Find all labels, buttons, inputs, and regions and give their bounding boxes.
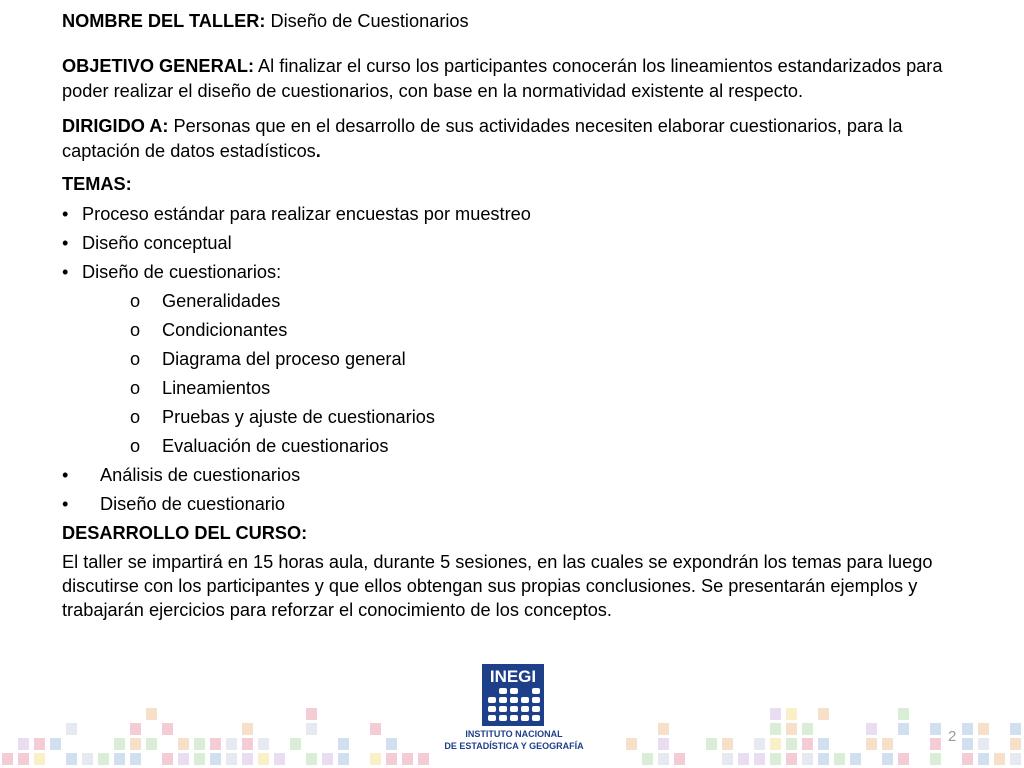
deco-tile: [418, 753, 429, 765]
deco-tile: [962, 738, 973, 750]
list-item: [62, 200, 972, 229]
deco-tile: [2, 753, 13, 765]
list-item: [62, 316, 972, 345]
deco-tile: [34, 753, 45, 765]
topic-text: Diseño de cuestionarios:: [82, 262, 282, 282]
deco-tile: [386, 738, 397, 750]
deco-tile: [658, 723, 669, 735]
deco-tile: [818, 738, 829, 750]
deco-tile: [786, 738, 797, 750]
logo-dot: [521, 715, 529, 721]
deco-tile: [242, 723, 253, 735]
bullet-marker: •: [62, 204, 69, 224]
audience-end: .: [315, 141, 321, 161]
logo-dot: [532, 697, 540, 703]
deco-tile: [306, 708, 317, 720]
deco-tile: [770, 753, 781, 765]
deco-tile: [274, 753, 285, 765]
sub-bullet-marker: o: [130, 320, 141, 340]
deco-tile: [226, 753, 237, 765]
deco-tile: [162, 753, 173, 765]
logo-dot: [521, 697, 529, 703]
logo-dot: [488, 706, 496, 712]
deco-tile: [306, 723, 317, 735]
objective-label: OBJETIVO GENERAL:: [62, 56, 254, 76]
deco-tile: [626, 738, 637, 750]
deco-tile: [370, 723, 381, 735]
sub-bullet-marker: o: [130, 349, 141, 369]
deco-tile: [786, 708, 797, 720]
bullet-marker: •: [62, 465, 69, 485]
logo-dot: [510, 706, 518, 712]
development-text: El taller se impartirá en 15 horas aula, durante 5 sesiones, en las cuales se expondrán los temas para luego discutirse con los participantes y que ellos obtengan sus propias conclusiones. Se presentarán ejemplos y trabajarán ejercicios para reforzar el conocimiento de los conceptos.: [62, 552, 933, 620]
deco-tile: [706, 738, 717, 750]
logo-acronym: INEGI: [489, 667, 537, 686]
logo-dot: [510, 697, 518, 703]
deco-tile: [898, 723, 909, 735]
inegi-logo: [434, 662, 594, 762]
logo-dot: [499, 688, 507, 694]
logo-dot: [499, 697, 507, 703]
deco-tile: [818, 708, 829, 720]
deco-tile: [802, 753, 813, 765]
list-item: [62, 345, 972, 374]
deco-tile: [114, 738, 125, 750]
deco-tile: [962, 753, 973, 765]
deco-tile: [802, 738, 813, 750]
logo-dot: [532, 688, 540, 694]
audience-paragraph: [62, 114, 972, 164]
deco-tile: [98, 753, 109, 765]
deco-tile: [866, 738, 877, 750]
topic-text: Proceso estándar para realizar encuestas por muestreo: [82, 204, 531, 224]
list-item: [62, 229, 972, 258]
deco-tile: [898, 708, 909, 720]
topics-list: [62, 200, 972, 519]
subtopic-text: Pruebas y ajuste de cuestionarios: [162, 407, 435, 427]
deco-tile: [754, 753, 765, 765]
deco-tile: [1010, 738, 1021, 750]
deco-tile: [130, 753, 141, 765]
subtopic-text: Lineamientos: [162, 378, 271, 398]
list-item: [62, 403, 972, 432]
deco-tile: [82, 753, 93, 765]
logo-dot: [499, 715, 507, 721]
deco-tile: [754, 738, 765, 750]
topics-heading: TEMAS:: [62, 174, 132, 194]
deco-tile: [802, 723, 813, 735]
objective-text: Al finalizar el curso los participantes conocerán los lineamientos estandarizados para poder realizar el diseño de cuestionarios, con base en la normatividad existente al respecto.: [62, 56, 943, 101]
deco-tile: [930, 753, 941, 765]
development-heading: DESARROLLO DEL CURSO:: [62, 523, 308, 543]
deco-tile: [674, 753, 685, 765]
topic-text: Análisis de cuestionarios: [100, 465, 301, 485]
logo-dot: [521, 706, 529, 712]
deco-tile: [882, 738, 893, 750]
deco-tile: [770, 738, 781, 750]
deco-tile: [194, 738, 205, 750]
list-item: [62, 461, 972, 490]
sub-bullet-marker: o: [130, 291, 141, 311]
deco-tile: [658, 738, 669, 750]
topic-text: Diseño conceptual: [82, 233, 232, 253]
deco-tile: [34, 738, 45, 750]
deco-tile: [194, 753, 205, 765]
deco-tile: [18, 753, 29, 765]
deco-tile: [818, 753, 829, 765]
deco-tile: [338, 738, 349, 750]
list-item: [62, 258, 972, 287]
course-name-label: NOMBRE DEL TALLER:: [62, 11, 266, 31]
deco-tile: [258, 738, 269, 750]
deco-tile: [146, 738, 157, 750]
objective-paragraph: [62, 54, 972, 104]
deco-tile: [242, 753, 253, 765]
logo-line2: DE ESTADÍSTICA Y GEOGRAFÍA: [444, 741, 584, 751]
list-item: [62, 432, 972, 461]
deco-tile: [370, 753, 381, 765]
deco-tile: [402, 753, 413, 765]
deco-tile: [66, 723, 77, 735]
page-number: 2: [948, 728, 957, 745]
deco-tile: [658, 753, 669, 765]
course-name-value: Diseño de Cuestionarios: [265, 11, 469, 31]
subtopic-text: Condicionantes: [162, 320, 288, 340]
deco-tile: [930, 738, 941, 750]
deco-tile: [786, 753, 797, 765]
deco-tile: [930, 723, 941, 735]
deco-tile: [130, 738, 141, 750]
sub-bullet-marker: o: [130, 436, 141, 456]
logo-dot: [532, 715, 540, 721]
deco-tile: [1010, 753, 1021, 765]
deco-tile: [178, 753, 189, 765]
deco-tile: [210, 738, 221, 750]
deco-tile: [994, 753, 1005, 765]
deco-tile: [130, 723, 141, 735]
deco-tile: [978, 738, 989, 750]
logo-dot: [488, 715, 496, 721]
deco-tile: [114, 753, 125, 765]
sub-bullet-marker: o: [130, 407, 141, 427]
deco-tile: [322, 753, 333, 765]
deco-tile: [290, 738, 301, 750]
deco-tile: [866, 723, 877, 735]
list-item: [62, 287, 972, 316]
subtopic-text: Evaluación de cuestionarios: [162, 436, 389, 456]
deco-tile: [786, 723, 797, 735]
deco-tile: [210, 753, 221, 765]
deco-tile: [242, 738, 253, 750]
logo-dot: [510, 688, 518, 694]
deco-tile: [882, 753, 893, 765]
bullet-marker: •: [62, 233, 69, 253]
logo-dot: [499, 706, 507, 712]
deco-tile: [1010, 723, 1021, 735]
deco-tile: [770, 708, 781, 720]
course-name: [62, 9, 972, 34]
subtopic-text: Diagrama del proceso general: [162, 349, 406, 369]
bullet-marker: •: [62, 494, 69, 514]
deco-tile: [722, 753, 733, 765]
deco-tile: [962, 723, 973, 735]
deco-tile: [338, 753, 349, 765]
deco-tile: [738, 753, 749, 765]
deco-tile: [770, 723, 781, 735]
bullet-marker: •: [62, 262, 69, 282]
deco-tile: [66, 753, 77, 765]
deco-tile: [178, 738, 189, 750]
logo-dot: [488, 697, 496, 703]
sub-bullet-marker: o: [130, 378, 141, 398]
deco-tile: [978, 753, 989, 765]
deco-tile: [162, 723, 173, 735]
deco-tile: [306, 753, 317, 765]
deco-tile: [834, 753, 845, 765]
deco-tile: [226, 738, 237, 750]
logo-line1: INSTITUTO NACIONAL: [465, 729, 563, 739]
logo-dot: [510, 715, 518, 721]
logo-dot: [532, 706, 540, 712]
deco-tile: [850, 753, 861, 765]
deco-tile: [146, 708, 157, 720]
audience-text: Personas que en el desarrollo de sus actividades necesiten elaborar cuestionarios, para la captación de datos estadísticos: [62, 116, 903, 161]
deco-tile: [978, 723, 989, 735]
slide-content: [62, 9, 972, 622]
deco-tile: [642, 753, 653, 765]
deco-tile: [722, 738, 733, 750]
topic-text: Diseño de cuestionario: [100, 494, 286, 514]
list-item: [62, 374, 972, 403]
list-item: [62, 490, 972, 519]
deco-tile: [898, 753, 909, 765]
audience-label: DIRIGIDO A:: [62, 116, 169, 136]
deco-tile: [18, 738, 29, 750]
deco-tile: [50, 738, 61, 750]
deco-tile: [386, 753, 397, 765]
subtopic-text: Generalidades: [162, 291, 281, 311]
deco-tile: [258, 753, 269, 765]
